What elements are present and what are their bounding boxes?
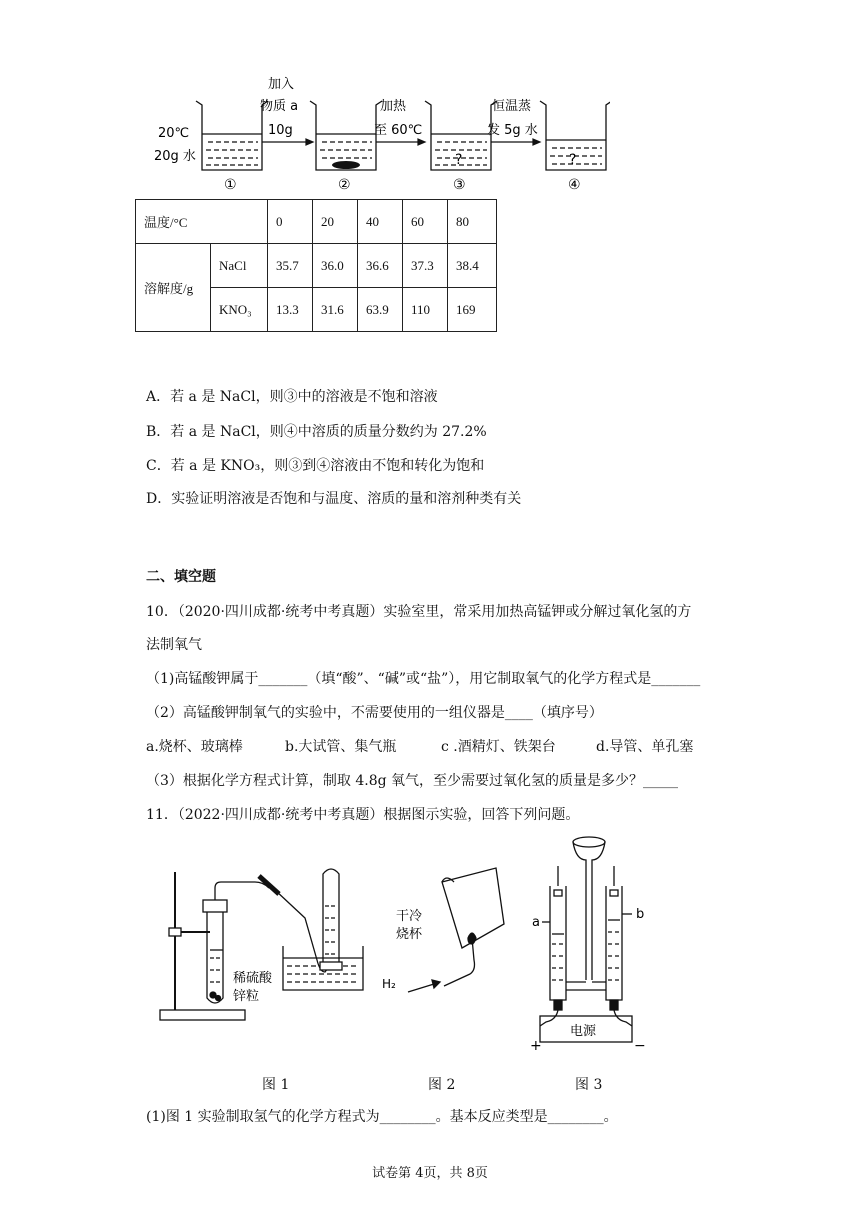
figure-2-combustion [378, 860, 518, 1000]
value-cell: 13.3 [268, 288, 313, 332]
value-cell: 63.9 [358, 288, 403, 332]
figure-1-apparatus [155, 860, 370, 1030]
value-cell: 36.0 [313, 244, 358, 288]
caption-fig2: 图 2 [428, 1077, 456, 1093]
cond-temp: 20℃ [158, 126, 190, 141]
temp-cell: 20 [313, 200, 358, 244]
arrow2-line2: 至 60℃ [374, 123, 423, 138]
page-footer: 试卷第 4页，共 8页 [372, 1166, 488, 1181]
temp-cell: 60 [403, 200, 448, 244]
cond-water: 20g 水 [154, 149, 196, 164]
caption-fig1: 图 1 [262, 1077, 290, 1093]
substance-cell: KNO₃ [211, 288, 268, 332]
q-mark-4: ? [569, 152, 577, 168]
arrow3-line1: 恒温蒸 [492, 99, 532, 114]
q-mark-3: ? [455, 152, 463, 168]
q11-line1: 11．（2022·四川成都·统考中考真题）根据图示实验，回答下列问题。 [146, 807, 580, 823]
option-b: B．若 a 是 NaCl，则④中溶质的质量分数约为 27.2% [146, 424, 487, 440]
beaker-label-3: ③ [453, 177, 466, 193]
q10-part1: （1)高锰酸钾属于_______（填“酸”、“碱”或“盐”），用它制取氧气的化学方程式是_______ [146, 671, 701, 687]
label-power: 电源 [570, 1024, 597, 1039]
option-c: C．若 a 是 KNO₃，则③到④溶液由不饱和转化为饱和 [146, 458, 485, 474]
beaker-2 [310, 101, 382, 170]
label-minus: − [634, 1038, 646, 1054]
q10-part2: （2）高锰酸钾制氧气的实验中，不需要使用的一组仪器是____（填序号） [146, 705, 603, 721]
section-title: 二、填空题 [146, 569, 216, 585]
caption-fig3: 图 3 [575, 1077, 603, 1093]
value-cell: 38.4 [448, 244, 497, 288]
label-b: b [636, 907, 645, 922]
q10-choice-b: b.大试管、集气瓶 [285, 739, 397, 755]
temp-cell: 40 [358, 200, 403, 244]
beaker-1 [196, 101, 268, 170]
value-cell: 37.3 [403, 244, 448, 288]
value-cell: 35.7 [268, 244, 313, 288]
temp-cell: 80 [448, 200, 497, 244]
q10-part3: （3）根据化学方程式计算，制取 4.8g 氧气，至少需要过氧化氢的质量是多少？_____ [146, 773, 679, 789]
header-label: 温度/°C [136, 200, 268, 244]
beaker-label-1: ① [224, 177, 237, 193]
temp-cell: 0 [268, 200, 313, 244]
q10-choice-d: d.导管、单孔塞 [596, 739, 694, 755]
arrow1-line2: 物质 a [260, 99, 299, 114]
arrow1-line1: 加入 [268, 77, 295, 92]
label-dry-cold: 干冷 [396, 909, 423, 924]
q10-line1: 10．（2020·四川成都·统考中考真题）实验室里，常采用加热高锰钾或分解过氧化氢的方 [146, 604, 692, 620]
q10-choice-c: c .酒精灯、铁架台 [441, 739, 556, 755]
substance-cell: NaCl [211, 244, 268, 288]
label-plus: + [530, 1038, 542, 1054]
q10-choice-a: a.烧杯、玻璃棒 [146, 739, 243, 755]
label-h2: H₂ [382, 977, 396, 991]
option-a: A．若 a 是 NaCl，则③中的溶液是不饱和溶液 [146, 389, 438, 405]
arrow1-line3: 10g [268, 123, 293, 138]
table-row [136, 244, 497, 288]
label-sulfuric-acid: 稀硫酸 [233, 971, 273, 986]
value-cell: 169 [448, 288, 497, 332]
label-a: a [532, 915, 540, 930]
solubility-table [135, 199, 497, 332]
label-beaker: 烧杯 [396, 927, 423, 942]
q10-line2: 法制氧气 [146, 637, 202, 653]
value-cell: 110 [403, 288, 448, 332]
arrow3-line2: 发 5g 水 [487, 123, 538, 138]
figure-3-electrolysis [528, 830, 658, 1060]
option-d: D．实验证明溶液是否饱和与温度、溶质的量和溶剂种类有关 [146, 491, 522, 507]
group-label: 溶解度/g [136, 244, 211, 332]
value-cell: 31.6 [313, 288, 358, 332]
beaker-label-4: ④ [568, 177, 581, 193]
q11-part1: (1)图 1 实验制取氢气的化学方程式为________。基本反应类型是________。 [146, 1109, 618, 1125]
arrow2-line1: 加热 [380, 99, 407, 114]
table-header-row [136, 200, 497, 244]
value-cell: 36.6 [358, 244, 403, 288]
beaker-label-2: ② [338, 177, 351, 193]
dissolution-process-diagram [150, 70, 610, 195]
label-zinc: 锌粒 [233, 989, 260, 1004]
